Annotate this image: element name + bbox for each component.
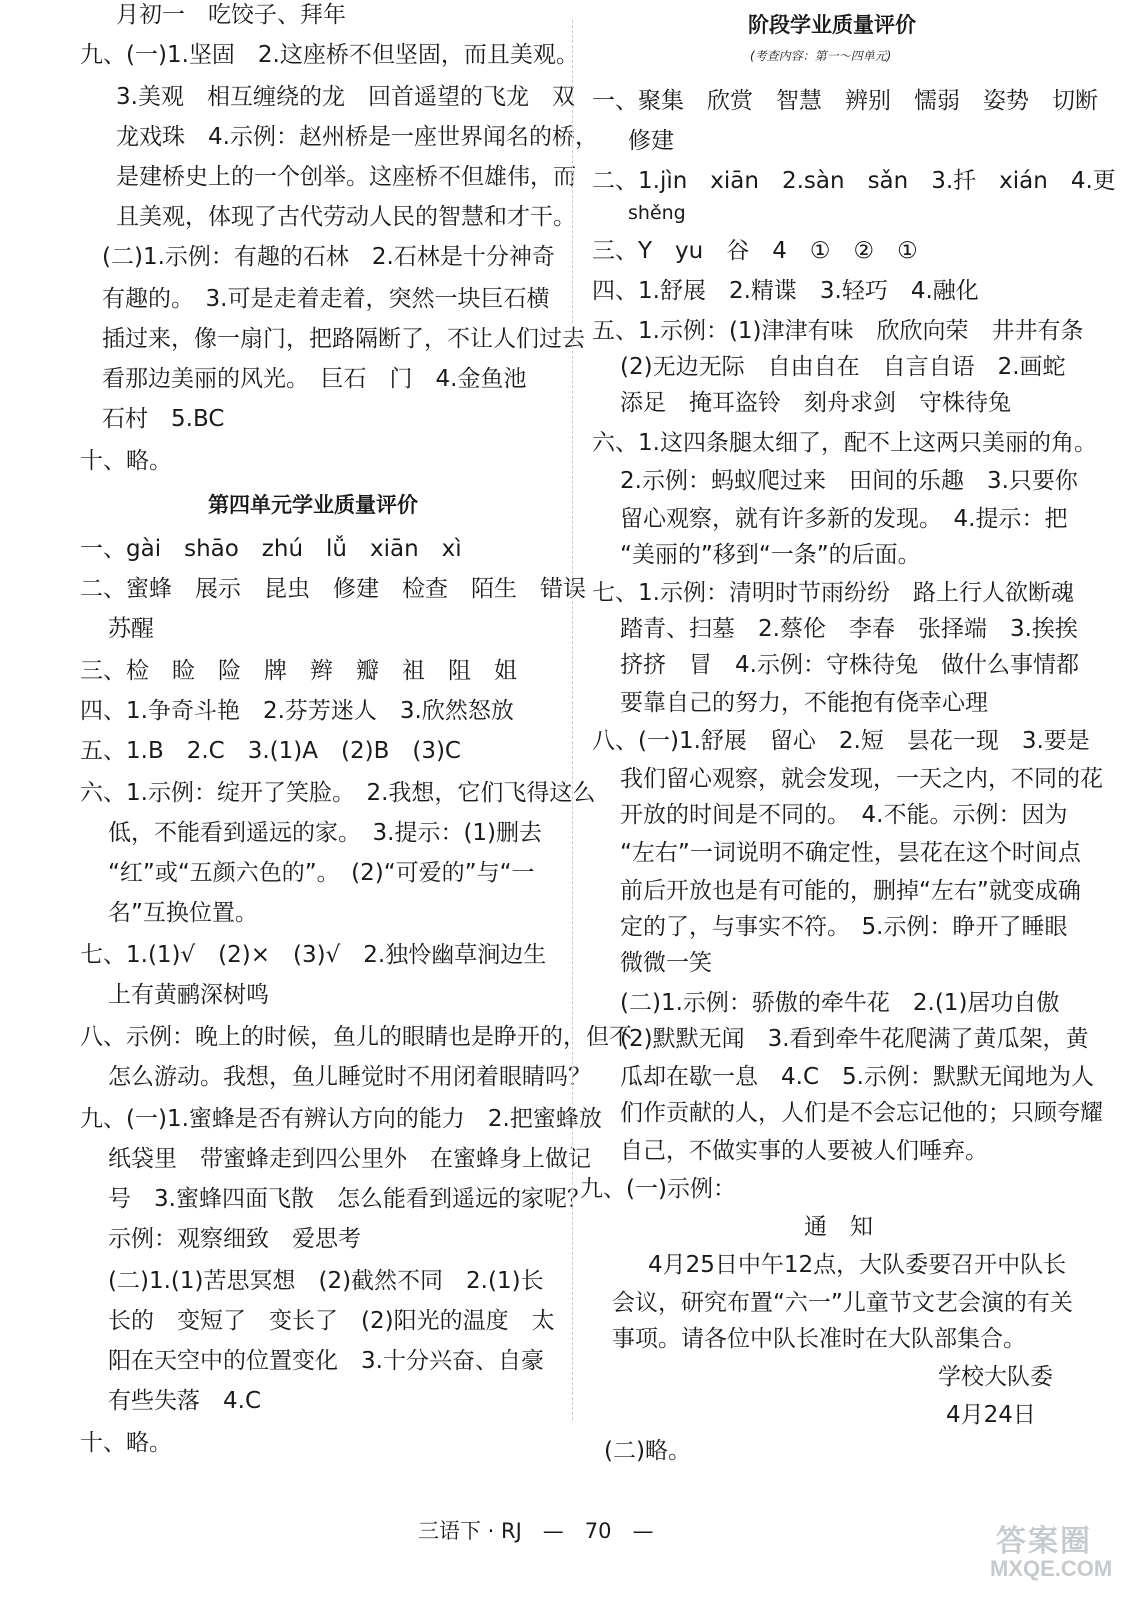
- text-line: 五、1.示例：(1)津津有味 欣欣向荣 井井有条: [592, 318, 1084, 344]
- notice-signature: 学校大队委: [938, 1364, 1053, 1390]
- text-line: 4月25日中午12点，大队委要召开中队长: [648, 1252, 1067, 1278]
- text-line: 挤挤 冒 4.示例：守株待兔 做什么事情都: [620, 652, 1079, 678]
- text-line: 三、检 睑 险 牌 辫 瓣 祖 阻 姐: [80, 658, 517, 684]
- text-line: (二)1.(1)苦思冥想 (2)截然不同 2.(1)长: [108, 1268, 544, 1294]
- text-line: 二、蜜蜂 展示 昆虫 修建 检查 陌生 错误: [80, 576, 586, 602]
- text-line: (二)1.示例：有趣的石林 2.石林是十分神奇: [102, 244, 555, 270]
- text-line: 修建: [628, 128, 674, 154]
- text-line: (2)默默无闻 3.看到牵牛花爬满了黄瓜架，黄: [620, 1026, 1089, 1052]
- text-line: 二、1.jìn xiān 2.sàn sǎn 3.扦 xián 4.更: [592, 168, 1116, 194]
- text-line: 三、Y yu 谷 4 ① ② ①: [592, 238, 918, 264]
- text-line: 定的了，与事实不符。 5.示例：睁开了睡眼: [620, 914, 1068, 940]
- text-line: 看那边美丽的风光。 巨石 门 4.金鱼池: [102, 366, 527, 392]
- text-line: (二)略。: [604, 1438, 691, 1464]
- text-line: 龙戏珠 4.示例：赵州桥是一座世界闻名的桥，: [116, 124, 598, 150]
- text-line: 有趣的。 3.可是走着走着，突然一块巨石横: [102, 286, 550, 312]
- text-line: 低，不能看到遥远的家。 3.提示：(1)删去: [108, 820, 543, 846]
- text-line: 添足 掩耳盗铃 刻舟求剑 守株待兔: [620, 390, 1011, 416]
- text-line: 怎么游动。我想，鱼儿睡觉时不用闭着眼睛吗？: [108, 1064, 591, 1090]
- text-line: 开放的时间是不同的。 4.不能。示例：因为: [620, 802, 1068, 828]
- text-line: 有些失落 4.C: [108, 1388, 262, 1414]
- text-line: 前后开放也是有可能的，删掉“左右”就变成确: [620, 878, 1081, 904]
- watermark-text-bottom: MXQE.COM: [990, 1556, 1113, 1581]
- text-line: 九、(一)1.蜜蜂是否有辨认方向的能力 2.把蜜蜂放: [80, 1106, 602, 1132]
- text-line: 八、示例：晚上的时候，鱼儿的眼睛也是睁开的，但不: [80, 1024, 632, 1050]
- text-line: 长的 变短了 变长了 (2)阳光的温度 太: [108, 1308, 555, 1334]
- text-line: “左右”一词说明不确定性，昙花在这个时间点: [620, 840, 1081, 866]
- text-line: 号 3.蜜蜂四面飞散 怎么能看到遥远的家呢？: [108, 1186, 590, 1212]
- text-line: 六、1.这四条腿太细了，配不上这两只美丽的角。: [592, 430, 1097, 456]
- text-line: 我们留心观察，就会发现，一天之内，不同的花: [620, 766, 1103, 792]
- text-line: 微微一笑: [620, 950, 712, 976]
- text-line: 3.美观 相互缠绕的龙 回首遥望的飞龙 双: [116, 84, 575, 110]
- text-line: 四、1.舒展 2.精谍 3.轻巧 4.融化: [592, 278, 979, 304]
- text-line: 五、1.B 2.C 3.(1)A (2)B (3)C: [80, 738, 461, 764]
- text-line: 上有黄鹂深树鸣: [108, 982, 269, 1008]
- text-line: 名”互换位置。: [108, 900, 258, 926]
- text-line: shěng: [628, 202, 686, 224]
- text-line: 插过来，像一扇门，把路隔断了，不让人们过去: [102, 326, 585, 352]
- section-title: 第四单元学业质量评价: [208, 493, 418, 517]
- text-line: 示例：观察细致 爱思考: [108, 1226, 361, 1252]
- text-line: 十、略。: [80, 1430, 172, 1456]
- column-divider: [572, 20, 573, 1420]
- watermark-text-top: 答案圈: [996, 1524, 1092, 1559]
- section-title: 阶段学业质量评价: [748, 13, 916, 37]
- section-subtitle: (考查内容：第一～四单元): [750, 49, 892, 63]
- text-line: 是建桥史上的一个创举。这座桥不但雄伟，而: [116, 164, 576, 190]
- text-line: 十、略。: [80, 448, 172, 474]
- text-line: 一、聚集 欣赏 智慧 辨别 懦弱 姿势 切断: [592, 88, 1098, 114]
- text-line: 九、(一)示例：: [580, 1176, 736, 1202]
- text-line: 六、1.示例：绽开了笑脸。 2.我想，它们飞得这么: [80, 780, 596, 806]
- notice-title: 通 知: [804, 1214, 873, 1240]
- text-line: 自己，不做实事的人要被人们唾弃。: [620, 1138, 988, 1164]
- text-line: 且美观，体现了古代劳动人民的智慧和才干。: [116, 204, 576, 230]
- text-line: 四、1.争奇斗艳 2.芬芳迷人 3.欣然怒放: [80, 698, 514, 724]
- text-line: (二)1.示例：骄傲的牵牛花 2.(1)居功自傲: [620, 990, 1060, 1016]
- text-line: 阳在天空中的位置变化 3.十分兴奋、自豪: [108, 1348, 544, 1374]
- text-line: 纸袋里 带蜜蜂走到四公里外 在蜜蜂身上做记: [108, 1146, 591, 1172]
- text-line: “美丽的”移到“一条”的后面。: [620, 542, 921, 568]
- text-line: 留心观察，就有许多新的发现。 4.提示：把: [620, 506, 1068, 532]
- notice-date: 4月24日: [946, 1402, 1036, 1428]
- text-line: 们作贡献的人，人们是不会忘记他的；只顾夸耀: [620, 1100, 1103, 1126]
- text-line: (2)无边无际 自由自在 自言自语 2.画蛇: [620, 354, 1066, 380]
- text-line: 会议，研究布置“六一”儿童节文艺会演的有关: [612, 1290, 1073, 1316]
- text-line: 石村 5.BC: [102, 406, 225, 432]
- text-line: 苏醒: [108, 616, 154, 642]
- text-line: 踏青、扫墓 2.蔡伦 李春 张择端 3.挨挨: [620, 616, 1078, 642]
- page-footer: 三语下 · RJ — 70 —: [418, 1519, 654, 1543]
- text-line: 七、1.(1)√ (2)× (3)√ 2.独怜幽草涧边生: [80, 942, 547, 968]
- text-line: 九、(一)1.坚固 2.这座桥不但坚固，而且美观。: [80, 42, 579, 68]
- text-line: 八、(一)1.舒展 留心 2.短 昙花一现 3.要是: [592, 728, 1090, 754]
- text-line: “红”或“五颜六色的”。 (2)“可爱的”与“一: [108, 860, 535, 886]
- watermark-logo: [986, 1516, 1126, 1586]
- text-line: 要靠自己的努力，不能抱有侥幸心理: [620, 690, 988, 716]
- text-line: 事项。请各位中队长准时在大队部集合。: [612, 1326, 1026, 1352]
- text-line: 七、1.示例：清明时节雨纷纷 路上行人欲断魂: [592, 580, 1074, 606]
- text-line: 2.示例：蚂蚁爬过来 田间的乐趣 3.只要你: [620, 468, 1078, 494]
- text-line: 月初一 吃饺子、拜年: [116, 2, 346, 28]
- text-line: 一、gài shāo zhú lǚ xiān xì: [80, 536, 462, 562]
- text-line: 瓜却在歇一息 4.C 5.示例：默默无闻地为人: [620, 1064, 1094, 1090]
